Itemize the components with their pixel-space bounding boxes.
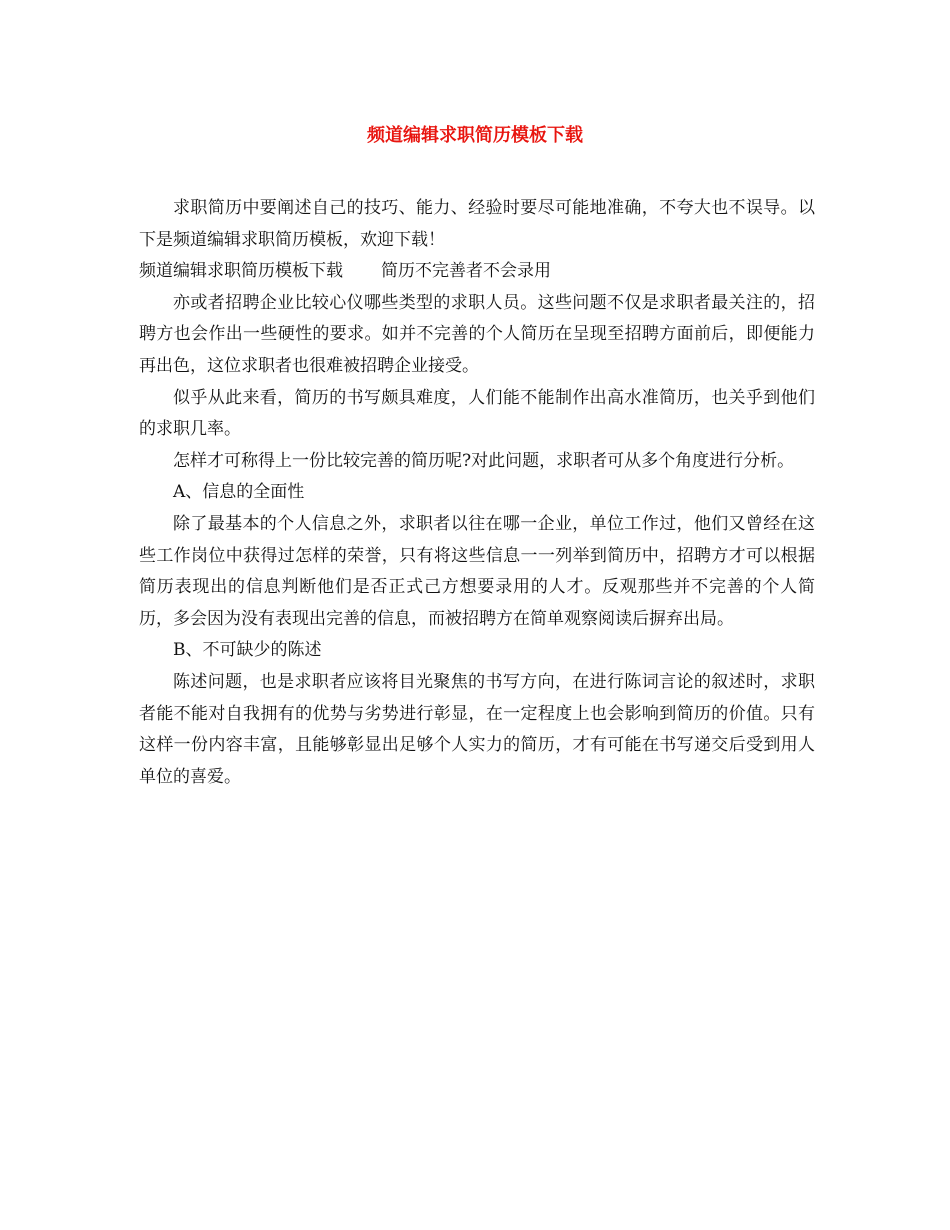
- subheading-left: 频道编辑求职简历模板下载: [139, 261, 343, 282]
- paragraph-1: 亦或者招聘企业比较心仪哪些类型的求职人员。这些问题不仅是求职者最关注的，招聘方也会作出一些硬性的要求。如并不完善的个人简历在呈现至招聘方面前后，即便能力再出色，这位求职者也很难被招聘企业接受。: [139, 292, 815, 376]
- section-a-heading: A、信息的全面性: [173, 482, 305, 503]
- subheading-right: 简历不完善者不会录用: [381, 261, 551, 282]
- paragraph-3: 怎样才可称得上一份比较完善的简历呢?对此问题，求职者可从多个角度进行分析。: [173, 450, 795, 471]
- paragraph-2: 似乎从此来看，简历的书写颇具难度，人们能不能制作出高水准简历，也关乎到他们的求职几率。: [139, 387, 815, 440]
- subheading-line: [139, 256, 815, 288]
- document-title: 频道编辑求职简历模板下载: [367, 125, 583, 146]
- intro-paragraph: 求职简历中要阐述自己的技巧、能力、经验时要尽可能地准确，不夸大也不误导。以下是频道编辑求职简历模板，欢迎下载！: [139, 198, 815, 250]
- section-b-heading: B、不可缺少的陈述: [173, 640, 322, 661]
- section-b-text: 陈述问题，也是求职者应该将目光聚焦的书写方向，在进行陈词言论的叙述时，求职者能不能对自我拥有的优势与劣势进行彰显，在一定程度上也会影响到简历的价值。只有这样一份内容丰富，且能够彰显出足够个人实力的简历，才有可能在书写递交后受到用人单位的喜爱。: [139, 671, 815, 787]
- document-body: [139, 193, 815, 793]
- section-a-text: 除了最基本的个人信息之外，求职者以往在哪一企业，单位工作过，他们又曾经在这些工作岗位中获得过怎样的荣誉，只有将这些信息一一列举到简历中，招聘方才可以根据简历表现出的信息判断他们是否正式己方想要录用的人才。反观那些并不完善的个人简历，多会因为没有表现出完善的信息，而被招聘方在简单观察阅读后摒弃出局。: [139, 513, 815, 629]
